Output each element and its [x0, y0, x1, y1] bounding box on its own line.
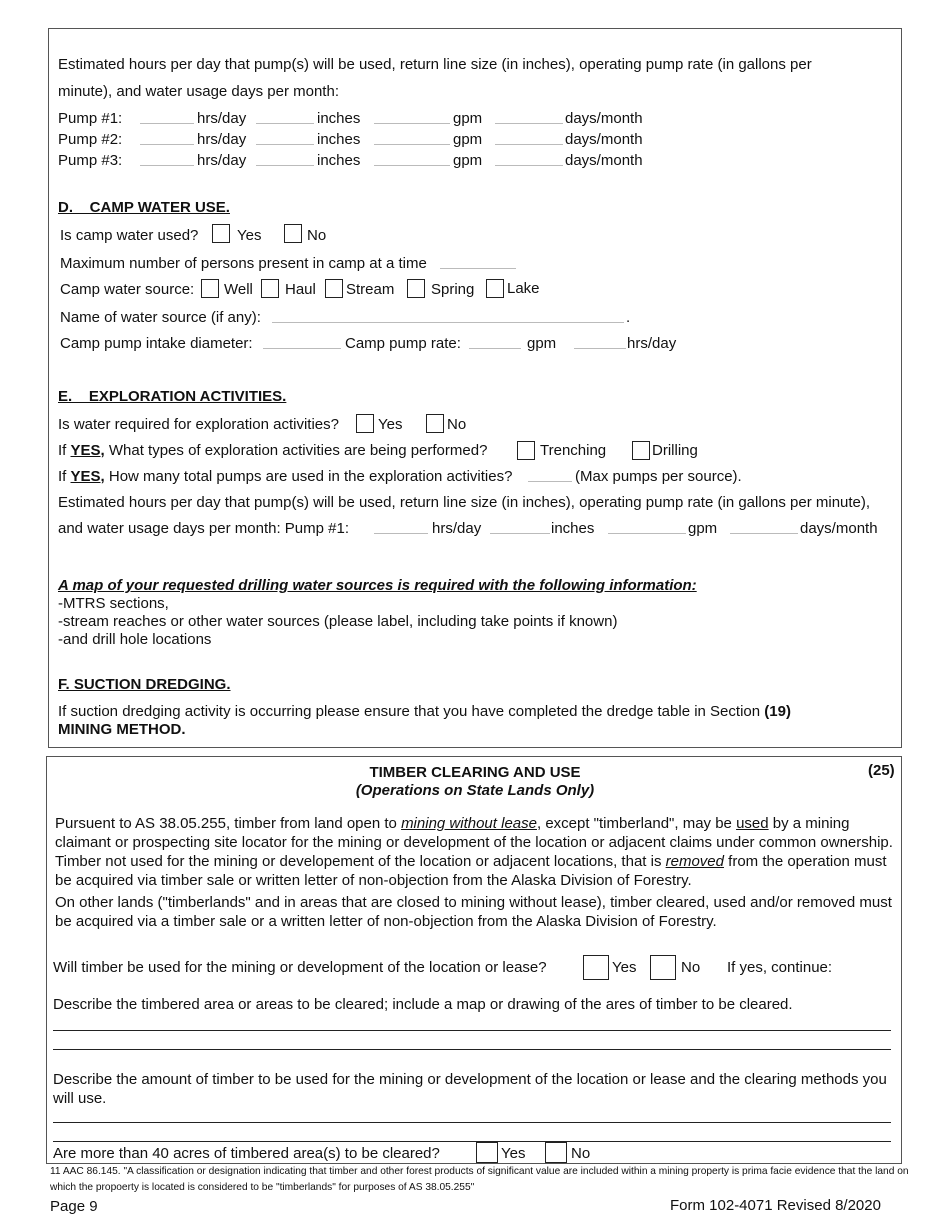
- exploration-unit-hrs: hrs/day: [432, 520, 482, 537]
- pump-label: Pump #3:: [58, 152, 123, 169]
- pump-2-days-field[interactable]: [495, 131, 563, 145]
- unit-days: days/month: [565, 110, 643, 127]
- unit-gpm: gpm: [453, 131, 483, 148]
- pump-3-gpm-field[interactable]: [374, 152, 450, 166]
- acres-question: Are more than 40 acres of timbered area(s) to be cleared?: [53, 1145, 440, 1162]
- exploration-hrs-field[interactable]: [374, 520, 428, 534]
- pump-1-inches-field[interactable]: [256, 110, 314, 124]
- intake-diameter-label: Camp pump intake diameter:: [60, 335, 253, 352]
- pump-label: Pump #2:: [58, 131, 123, 148]
- amount-answer-line-1[interactable]: [53, 1122, 891, 1123]
- timber-use-yes-label: Yes: [612, 959, 637, 976]
- if-yes-continue: If yes, continue:: [727, 959, 833, 976]
- unit-hrs: hrs/day: [197, 152, 247, 169]
- exploration-required-question: Is water required for exploration activities?: [58, 416, 339, 433]
- map-item: -stream reaches or other water sources (please label, including take points if known): [58, 613, 618, 630]
- camp-source-label: Camp water source:: [60, 281, 195, 298]
- max-pumps-note: (Max pumps per source).: [575, 468, 742, 485]
- exploration-types-row: [58, 442, 487, 460]
- source-haul-checkbox[interactable]: [261, 279, 279, 298]
- camp-used-no-label: No: [307, 227, 327, 244]
- exploration-pumps-question: How many total pumps are used in the exploration activities?: [108, 468, 513, 485]
- unit-inches: inches: [317, 152, 361, 169]
- exploration-heading: E. EXPLORATION ACTIVITIES.: [58, 388, 287, 405]
- p1-text-c: by a mining claimant or prospecting site locator for the mining or development of the location or adjacent claims under common ownership. Timber not used for the mining or developement of the location or adjacent locations, that is: [55, 815, 893, 870]
- pump-3-days-field[interactable]: [495, 152, 563, 166]
- timber-use-no-label: No: [681, 959, 701, 976]
- section-number: (25): [868, 762, 895, 779]
- acres-yes-checkbox[interactable]: [476, 1142, 498, 1163]
- amount-answer-line-2[interactable]: [53, 1141, 891, 1142]
- drilling-label: Drilling: [652, 442, 698, 459]
- p1-text-d: from the operation must be acquired via timber sale or written letter of non-objection from the Alaska Division of Forestry.: [55, 853, 887, 889]
- source-lake-checkbox[interactable]: [486, 279, 504, 298]
- camp-used-no-checkbox[interactable]: [284, 224, 302, 243]
- exploration-pump-count-field[interactable]: [528, 468, 572, 482]
- footnote: 11 AAC 86.145. "A classification or designation indicating that timber and other forest products of significant value are included within a mining property is prima facie evidence that the land on which the propoerty is located is considered to be "timberlands" for purposes of AS 38.05.255": [50, 1166, 909, 1193]
- camp-used-yes-label: Yes: [237, 227, 262, 244]
- describe-amount-prompt: Describe the amount of timber to be used for the mining or development of the location or lease and the clearing methods you will use.: [53, 1071, 887, 1107]
- source-well-checkbox[interactable]: [201, 279, 219, 298]
- max-persons-field[interactable]: [440, 255, 516, 269]
- timber-paragraph-2: On other lands ("timberlands" and in areas that are closed to mining without lease), timber cleared, used and/or removed must be acquired via a timber sale or a written letter of non-objection from the Alaska Division of Forestry.: [55, 894, 892, 930]
- timber-use-yes-checkbox[interactable]: [583, 955, 609, 980]
- pump-label: Pump #1:: [58, 110, 123, 127]
- source-stream-label: Stream: [346, 281, 395, 298]
- source-name-field[interactable]: [272, 309, 624, 323]
- p1-text-b: , except "timberland", may be: [536, 815, 732, 832]
- camp-used-question: Is camp water used?: [60, 227, 199, 244]
- acres-no-checkbox[interactable]: [545, 1142, 567, 1163]
- camp-pump-rate-field[interactable]: [469, 335, 521, 349]
- exploration-yes-label: Yes: [378, 416, 403, 433]
- unit-gpm: gpm: [453, 152, 483, 169]
- mining-method-reference: MINING METHOD.: [58, 721, 186, 738]
- timber-title: TIMBER CLEARING AND USE: [369, 764, 581, 781]
- pump-2-hrs-field[interactable]: [140, 131, 194, 145]
- unit-days: days/month: [565, 131, 643, 148]
- source-spring-checkbox[interactable]: [407, 279, 425, 298]
- camp-hrs-unit: hrs/day: [627, 335, 677, 352]
- drilling-checkbox[interactable]: [632, 441, 650, 460]
- describe-area-prompt: Describe the timbered area or areas to be cleared; include a map or drawing of the ares of timber to be cleared.: [53, 996, 793, 1013]
- source-lake-label: Lake: [507, 280, 540, 297]
- exploration-days-field[interactable]: [730, 520, 798, 534]
- pump-1-gpm-field[interactable]: [374, 110, 450, 124]
- if-word: If: [58, 468, 67, 485]
- used-emphasis: used: [736, 815, 769, 832]
- p1-text-a: Pursuent to AS 38.05.255, timber from land open to: [55, 815, 397, 832]
- timber-subtitle: (Operations on State Lands Only): [355, 782, 595, 799]
- dredging-text: If suction dredging activity is occurring please ensure that you have completed the dredge table in Section: [58, 703, 761, 720]
- pump-3-inches-field[interactable]: [256, 152, 314, 166]
- unit-hrs: hrs/day: [197, 110, 247, 127]
- area-answer-line-2[interactable]: [53, 1049, 891, 1050]
- unit-inches: inches: [317, 131, 361, 148]
- map-item: -and drill hole locations: [58, 631, 212, 648]
- exploration-inches-field[interactable]: [490, 520, 550, 534]
- acres-yes-label: Yes: [501, 1145, 526, 1162]
- exploration-gpm-field[interactable]: [608, 520, 686, 534]
- suction-dredging-heading: F. SUCTION DREDGING.: [58, 676, 231, 693]
- exploration-types-question: What types of exploration activities are being performed?: [108, 442, 488, 459]
- acres-no-label: No: [571, 1145, 591, 1162]
- map-item: -MTRS sections,: [58, 595, 169, 612]
- pump-2-gpm-field[interactable]: [374, 131, 450, 145]
- camp-gpm-unit: gpm: [527, 335, 557, 352]
- yes-emphasis: YES,: [70, 468, 105, 485]
- timber-use-question: Will timber be used for the mining or development of the location or lease?: [53, 959, 547, 976]
- source-name-period: .: [626, 309, 631, 326]
- unit-inches: inches: [317, 110, 361, 127]
- unit-gpm: gpm: [453, 110, 483, 127]
- pump-1-hrs-field[interactable]: [140, 110, 194, 124]
- if-word: If: [58, 442, 67, 459]
- page-number: Page 9: [50, 1198, 98, 1215]
- trenching-checkbox[interactable]: [517, 441, 535, 460]
- trenching-label: Trenching: [540, 442, 607, 459]
- exploration-yes-checkbox[interactable]: [356, 414, 374, 433]
- pump-1-days-field[interactable]: [495, 110, 563, 124]
- exploration-unit-days: days/month: [800, 520, 878, 537]
- section-reference: (19): [764, 703, 791, 720]
- pump-intro-line1: Estimated hours per day that pump(s) will be used, return line size (in inches), operating pump rate (in gallons per: [58, 56, 812, 73]
- exploration-unit-inches: inches: [551, 520, 595, 537]
- camp-hrs-field[interactable]: [574, 335, 626, 349]
- pump-3-hrs-field[interactable]: [140, 152, 194, 166]
- camp-used-yes-checkbox[interactable]: [212, 224, 230, 243]
- exploration-no-checkbox[interactable]: [426, 414, 444, 433]
- exploration-pumps-row: [58, 468, 512, 486]
- max-persons-label: Maximum number of persons present in camp at a time: [60, 255, 427, 272]
- yes-emphasis: YES,: [70, 442, 105, 459]
- exploration-estimate-line2: and water usage days per month: Pump #1:: [58, 520, 350, 537]
- exploration-no-label: No: [447, 416, 467, 433]
- area-answer-line-1[interactable]: [53, 1030, 891, 1031]
- source-name-label: Name of water source (if any):: [60, 309, 261, 326]
- source-stream-checkbox[interactable]: [325, 279, 343, 298]
- map-requirement-heading: A map of your requested drilling water sources is required with the following information:: [58, 577, 697, 594]
- dredging-text-row: [58, 703, 791, 721]
- source-spring-label: Spring: [431, 281, 475, 298]
- exploration-unit-gpm: gpm: [688, 520, 718, 537]
- removed-emphasis: removed: [665, 853, 724, 870]
- intake-diameter-field[interactable]: [263, 335, 341, 349]
- source-haul-label: Haul: [285, 281, 316, 298]
- mining-without-lease-emphasis: mining without lease: [401, 815, 537, 832]
- source-well-label: Well: [224, 281, 253, 298]
- pump-intro-line2: minute), and water usage days per month:: [58, 83, 339, 100]
- timber-paragraph-1: [55, 814, 897, 890]
- unit-hrs: hrs/day: [197, 131, 247, 148]
- form-number: Form 102-4071 Revised 8/2020: [670, 1197, 881, 1214]
- camp-pump-rate-label: Camp pump rate:: [345, 335, 461, 352]
- exploration-estimate-line1: Estimated hours per day that pump(s) will be used, return line size (in inches), operating pump rate (in gallons per minute),: [58, 494, 871, 511]
- unit-days: days/month: [565, 152, 643, 169]
- pump-2-inches-field[interactable]: [256, 131, 314, 145]
- timber-use-no-checkbox[interactable]: [650, 955, 676, 980]
- camp-water-heading: D. CAMP WATER USE.: [58, 199, 230, 216]
